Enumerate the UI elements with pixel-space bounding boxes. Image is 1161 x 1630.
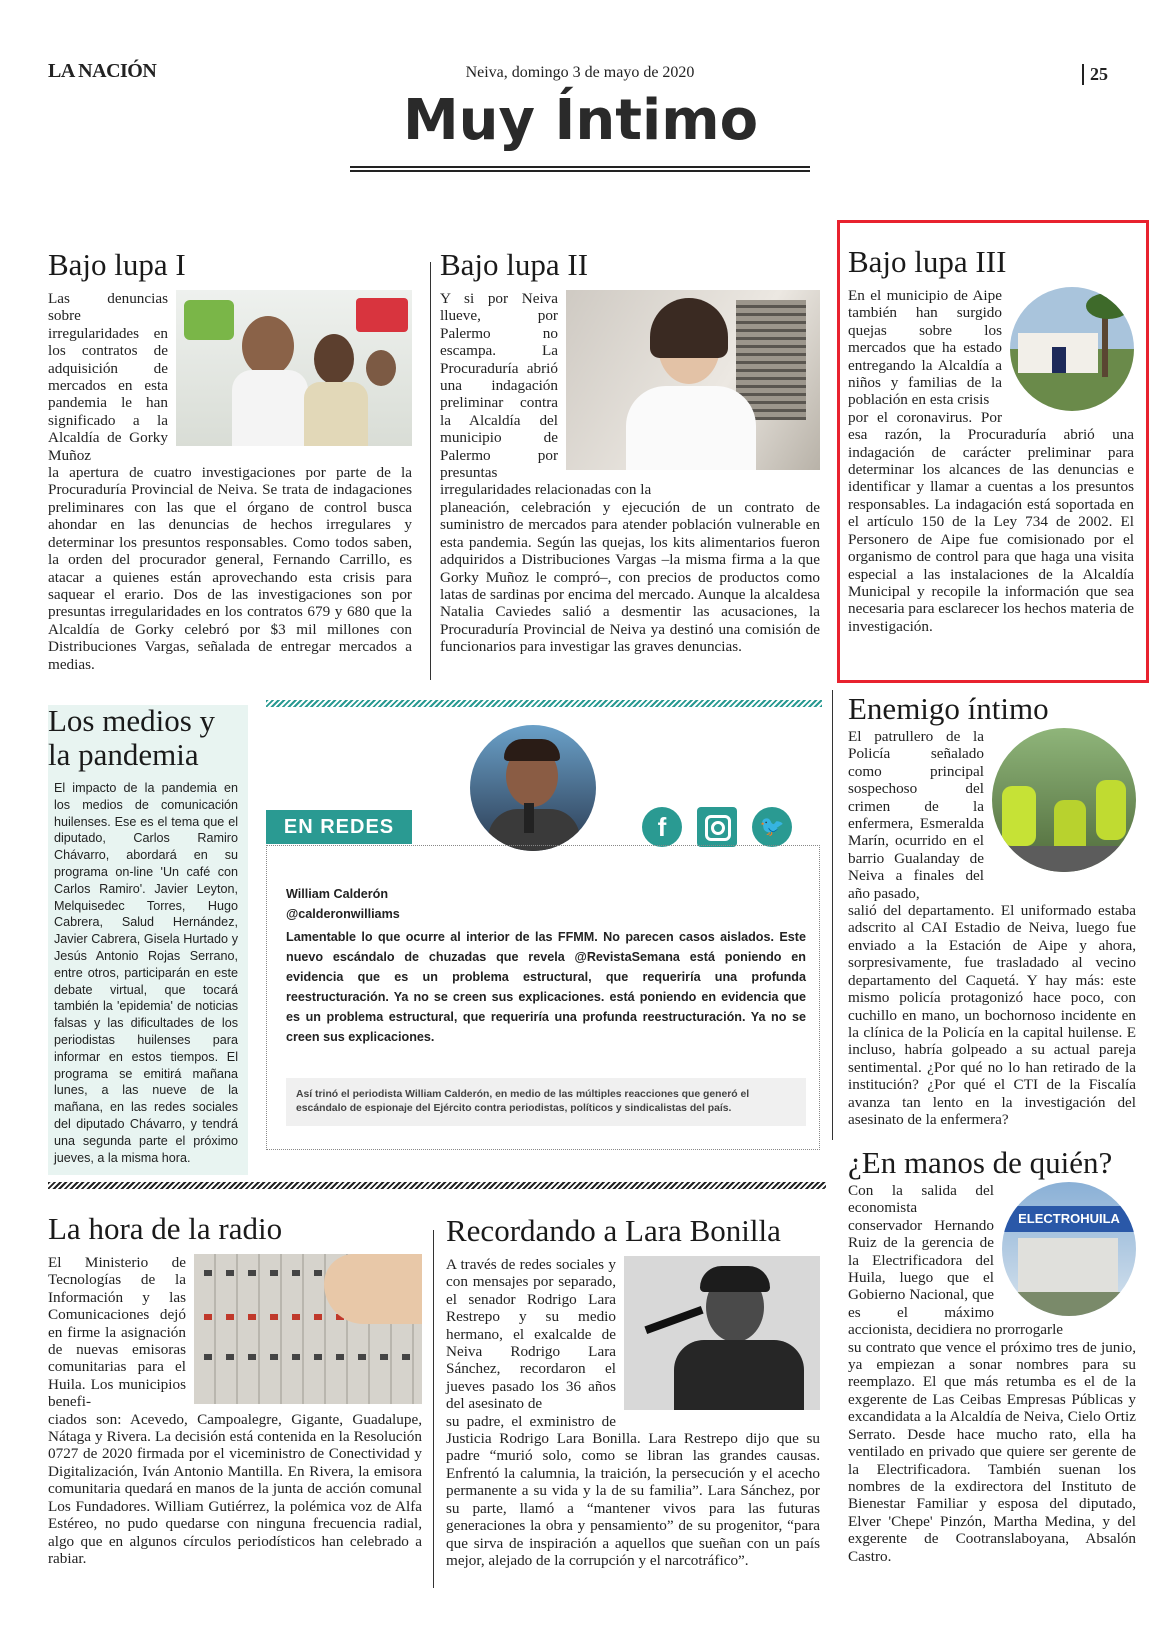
tweet-text: Lamentable lo que ocurre al interior de las FFMM. No parecen casos aislados. Este nuevo escándalo de chuzadas que revela @RevistaSemana está poniendo en evidencia que es un problema estructural, que requeriría una profunda reestructuración. Ya no se creen sus explicaciones. está poniendo en evidencia que es un problema estructural, que requeriría una profunda reestructuración. Ya no se creen sus explicaciones. — [286, 930, 806, 1044]
section-rule — [350, 166, 810, 172]
article-body: ciados son: Acevedo, Campoalegre, Gigante, Guadalupe, Nátaga y Rivera. La decisión está contenida en la Resolución 0727 de 2020 firmada por el viceministro de Conectividad y Digitalización, Iván Antonio Mantilla. En Rivera, la emisora comunitaria quedará en manos de la junta de acción comunal Los Fundadores. William Gutiérrez, la polémica voz de Alfa Estéreo, no pudo quedarse con ninguna frecuencia radial, algo que en algunos círculos periodísticos han celebrado a rabiar. — [48, 1410, 422, 1567]
article-medios — [48, 704, 244, 1166]
column-rule — [430, 262, 431, 680]
press-photo-mayor-palermo — [566, 290, 820, 470]
photo-sign: ELECTROHUILA — [1018, 1211, 1120, 1226]
page-number: 25 — [1082, 64, 1108, 85]
article-manos — [848, 1146, 1136, 1565]
article-body: por el coronavirus. Por esa razón, la Procuraduría abrió una indagación de carácter preliminar para determinar los alcances de las denuncias e identificar y llamar a cuentas a los presuntos responsables. La indagación está soportada en el artículo 150 de la Ley 734 de 2002. El Personero de Aipe fue comisionado por el organismo de control para que haga una visita especial a las instalaciones de la Alcaldía Municipal y recopile la información que sea necesaria para esclarecer los hechos materia de investigación. — [848, 408, 1134, 635]
column-rule — [433, 1230, 434, 1588]
article-lead: El Ministerio de Tecnologías de la Información y las Comunicaciones dejó en firme la asignación de nuevas emisoras comunitarias para el Huila. Los municipios benefi- — [48, 1254, 186, 1411]
article-title: Bajo lupa II — [440, 247, 589, 282]
article-lead: Y si por Neiva llueve, por Palermo no escampa. La Procuraduría abrió una indagación preliminar contra la Alcaldía del municipio de Palermo por presuntas irregularidades relacionadas con la — [440, 290, 652, 499]
article-lead: Las denuncias sobre irregularidades en los contratos de adquisición de mercados en esta pandemia le han significado a la Alcaldía de Gorky Muñoz — [48, 290, 168, 464]
article-lead: A través de redes sociales y con mensajes por separado, el senador Rodrigo Lara Restrepo y su medio hermano, el exalcalde de Neiva Rodrigo Lara Sánchez, recordaron el jueves pasado los 36 años del asesinato de — [446, 1256, 616, 1413]
article-title: Enemigo íntimo — [848, 691, 1049, 726]
photo-mixing-console — [194, 1254, 422, 1404]
article-title: Recordando a Lara Bonilla — [446, 1213, 781, 1248]
column-rule — [832, 690, 833, 1140]
article-body: la apertura de cuatro investigaciones por parte de la Procuraduría Provincial de Neiva. Se trata de indagaciones preliminares con las que el órgano de control busca ahondar en las denuncias de hechos irregulares y determinar los presuntos responsables. Como todos saben, la orden del procurador general, Fernando Carrillo, es atacar a quienes están aprovechando esta crisis para saquear el erario. Dos de las investigaciones son por presuntas irregularidades en los contratos 679 y 680 que la Alcaldía de Gorky celebró por $3 mil millones con Distribuciones Vargas, señalada de entregar mercados a medias. — [48, 464, 412, 673]
article-lupa-2 — [440, 248, 820, 656]
article-title: Bajo lupa I — [48, 247, 186, 282]
hatch-rule — [266, 700, 822, 707]
tweet-handle: @calderonwilliams — [286, 907, 400, 921]
article-title: Los medios y la pandemia — [48, 703, 216, 772]
tweet-author: William Calderón — [286, 887, 389, 901]
photo-electrohuila — [1002, 1182, 1136, 1316]
article-lara — [446, 1214, 820, 1569]
en-redes-label: EN REDES — [266, 810, 412, 844]
hatch-rule — [48, 1182, 826, 1189]
photo-aipe-building — [1010, 287, 1134, 411]
twitter-icon[interactable]: 🐦 — [752, 807, 792, 847]
article-body: su padre, el exministro de Justicia Rodrigo Lara Bonilla. Lara Restrepo dijo que su padre “murió solo, como se libran las grandes causas. Enfrentó la calumnia, la traición, la persecución y el acecho permanente a su vida y la de su familia”. Lara Sánchez, por su parte, llamó a “mantener vivos para las futuras generaciones la obra y pensamiento” de su progenitor, “para que sirva de inspiración a aquellos que sueñan con un país mejor, alejado de la corrupción y el narcotráfico”. — [446, 1412, 820, 1569]
photo-lara-bonilla — [624, 1256, 820, 1410]
issue-date: Neiva, domingo 3 de mayo de 2020 — [465, 64, 695, 81]
article-lupa-1 — [48, 248, 412, 673]
article-body: salió del departamento. El uniformado estaba adscrito al CAI Estadio de Neiva, luego fue enviado a la Estación de Aipe y ahora, sorpresivamente, fue trasladado al vecino departamento del Caquetá. Y hay más: este mismo policía protagonizó hace poco, con cuchillo en mano, un bochornoso incidente en la clínica de la Policía en la capital huilense. E incluso, habría golpeado a su actual pareja sentimental. ¿Por qué no lo han retirado de la institución? ¿Por qué el CTI de la Fiscalía avanza tan lento en la investigación del asesinato de la enfermera? — [848, 902, 1136, 1128]
avatar-william-calderon — [470, 725, 596, 851]
article-body: su contrato que vence el próximo tres de junio, ya empiezan a sonar nombres para su reemplazo. El que más retumba es el de la exgerente de Las Ceibas Empresas Públicas y excandidata a la Alcaldía de Neiva, Cielo Ortiz Serrato. Desde hace mucho rato, ella ha ventilado en privado que quiere ser gerente de la Electrificadora. También suenan los nombres de la exdirectora del Instituto de Bienestar Familiar y esposa del diputado, Elver 'Chepe' Pinzón, Martha Medina, y del exgerente de Cootranslaboyana, Absalón Castro. — [848, 1338, 1136, 1565]
section-title: Muy Íntimo — [402, 88, 759, 153]
article-radio — [48, 1212, 422, 1567]
article-body: planeación, celebración y ejecución de un contrato de suministro de mercados para atender población vulnerable en esta pandemia. Según las quejas, los kits alimentarios fueron adquiridos a Distribuciones Vargas –la misma firma a la que Gorky Muñoz le compró–, con precios de productos como latas de sardinas por encima del mercado. Aunque la alcaldesa Natalia Caviedes salió a desmentir las acusaciones, la Procuraduría Provincial de Neiva ya destinó una comisión de funcionarios para investigar las graves denuncias. — [440, 498, 820, 656]
article-title: La hora de la radio — [48, 1211, 283, 1246]
article-enemigo — [848, 692, 1136, 1128]
article-lead: En el municipio de Aipe también han surgido quejas sobre los mercados que ha estado entregando la Alcaldía a niños y familias de la población en esta crisis — [848, 287, 1002, 409]
masthead: LA NACIÓN — [48, 60, 157, 82]
photo-police — [992, 728, 1136, 872]
facebook-icon[interactable]: f — [642, 807, 682, 847]
instagram-icon[interactable] — [697, 807, 737, 847]
article-title: ¿En manos de quién? — [848, 1145, 1113, 1180]
article-lead: El patrullero de la Policía señalado como principal sospechoso del crimen de la enfermera, Esmeralda Marín, ocurrido en el barrio Gualanday de Neiva a finales del año pasado, — [848, 728, 984, 902]
article-lupa-3 — [848, 245, 1134, 635]
article-body: El impacto de la pandemia en los medios de comunicación huilenses. Ese es el tema que el diputado, Carlos Ramiro Chávarro, abordará en su programa on-line 'Un café con Carlos Ramiro'. Javier Leyton, Melquisedec Torres, Hugo Cabrera, Salud Hernández, Javier Cabrera, Gisela Hurtado y Jesús Antonio Rojas Serrano, entre otros, participarán en este debate virtual, que tocará también la 'epidemia' de noticias falsas y las dificultades de los periodistas huilenses para informar en estos tiempos. El programa se emitirá mañana lunes, a las nueve de la mañana, en las redes sociales del diputado Chávarro, y tendrá una segunda parte el próximo jueves, a la misma hora. — [54, 781, 238, 1165]
article-lead: Con la salida del economista conservador Hernando Ruiz de la gerencia de la Electrificadora del Huila, luego que el Gobierno Nacional, que es el máximo accionista, decidiera no prorrogarle — [848, 1182, 1064, 1339]
press-photo-mayor — [176, 290, 412, 446]
tweet-caption: Así trinó el periodista William Calderón, en medio de las múltiples reacciones que generó el escándalo de espionaje del Ejército contra periodistas, políticos y sindicalistas del país. — [286, 1078, 806, 1126]
article-title: Bajo lupa III — [848, 244, 1007, 279]
